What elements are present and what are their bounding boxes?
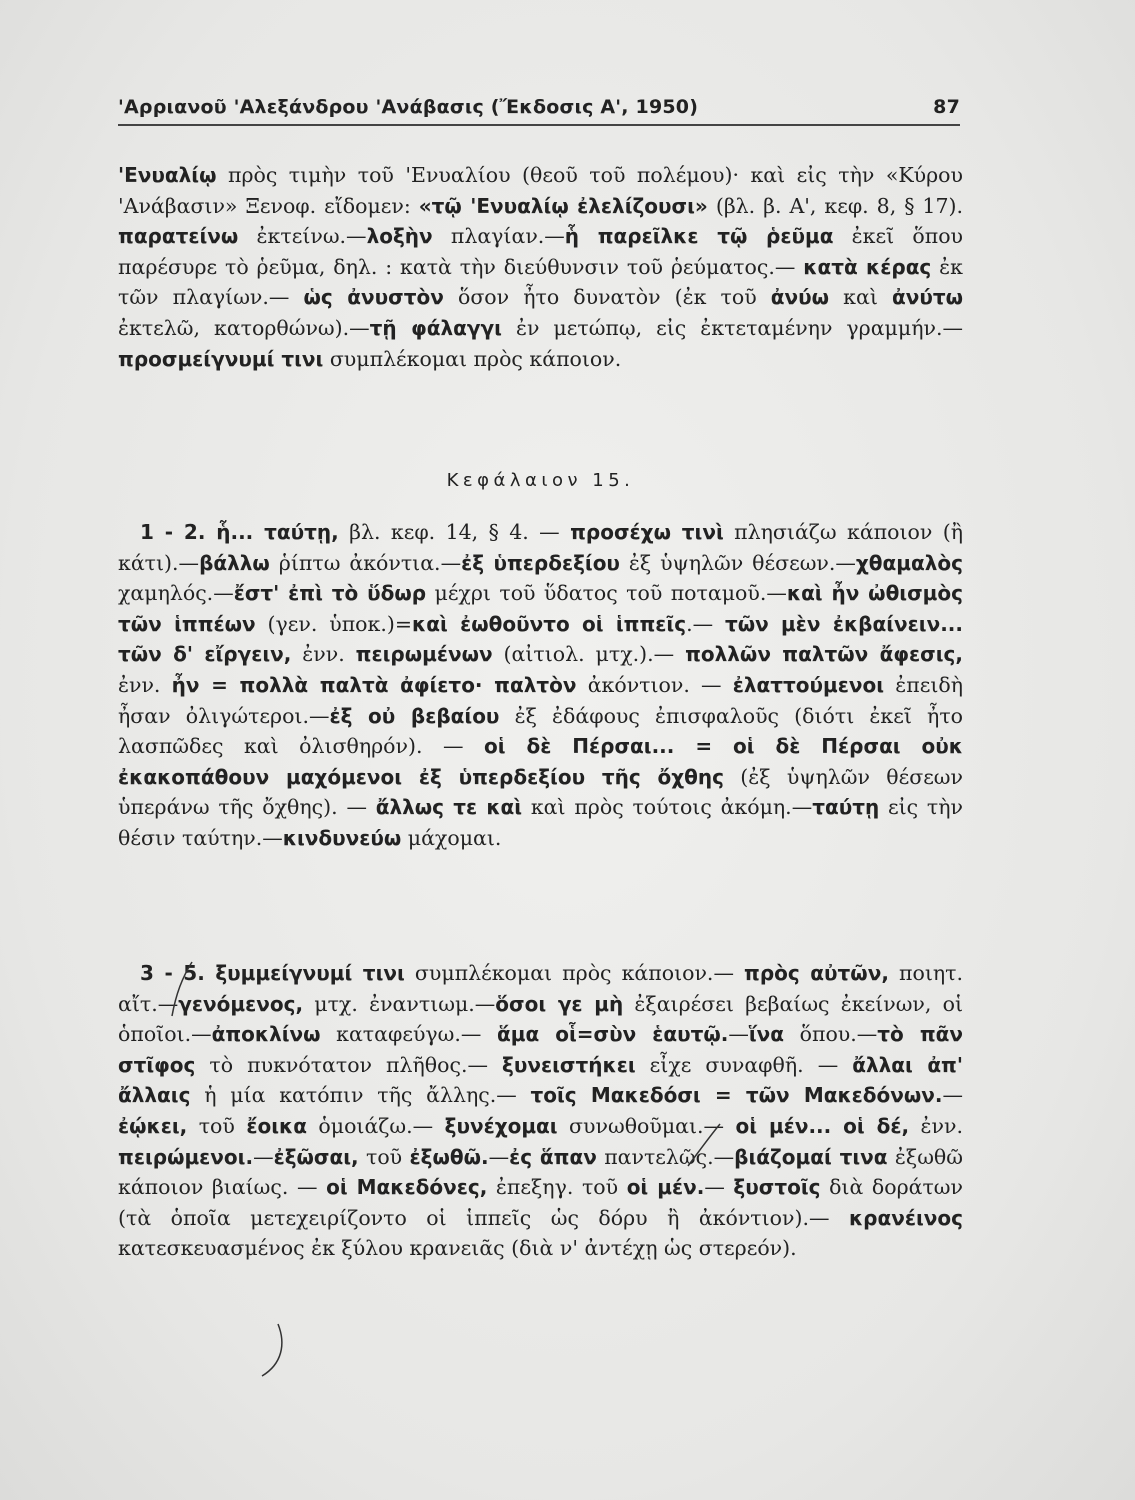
lemma: ἄλλαι ἀπ' ἄλλαις	[118, 1052, 964, 1108]
gloss: ὁμοιάζω.—	[306, 1113, 445, 1138]
lemma: χθαμαλὸς	[855, 550, 963, 575]
gloss: βλ. κεφ. 14, § 4. —	[338, 520, 571, 544]
gloss: εἰς τὴν θέσιν ταύτην.—	[118, 795, 963, 850]
lemma: οἱ δὲ Πέρσαι... = οἱ δὲ Πέρσαι οὐκ ἐκακοπάθουν μαχόμενοι ἐξ ὑπερδεξίου τῆς ὄχθης	[118, 734, 963, 789]
gloss: μέχρι τοῦ ὕδατος τοῦ ποταμοῦ.—	[426, 581, 787, 606]
gloss: συνωθοῦμαι.—	[557, 1113, 736, 1138]
lemma: ἐς ἅπαν	[509, 1144, 597, 1169]
lemma: ὡς ἀνυστὸν	[303, 285, 444, 310]
lemma: ἔστ' ἐπὶ τὸ ὕδωρ	[233, 581, 427, 606]
gloss: ἐνν.	[118, 672, 172, 697]
gloss: —	[253, 1144, 274, 1169]
section-1-2	[118, 517, 963, 854]
lemma: γενόμενος,	[178, 991, 304, 1016]
lemma: καὶ ἐωθοῦντο οἱ ἱππεῖς	[412, 611, 687, 636]
lemma: πειρωμένων	[355, 642, 493, 667]
gloss: —	[942, 1083, 964, 1108]
lemma: ἀποκλίνω	[211, 1022, 321, 1047]
lemma: λοξὴν	[366, 224, 433, 249]
running-header-title: 'Αρριανοῦ 'Αλεξάνδρου 'Ανάβασις (Ἔκδοσις Α', 1950)	[118, 96, 699, 118]
section-3-5	[118, 958, 963, 1264]
running-header	[118, 88, 960, 126]
lemma: οἱ μέν.	[626, 1175, 705, 1200]
intro-paragraph	[118, 160, 963, 374]
lemma: ξυνειστήκει	[502, 1052, 636, 1077]
lemma: προσέχω τινὶ	[570, 520, 724, 544]
gloss: χαμηλός.—	[118, 581, 234, 606]
gloss: ἐν μετώπῳ, εἰς ἐκτεταμένην γραμμήν.—	[501, 315, 963, 340]
gloss: ἐκεῖ ὅπου παρέσυρε τὸ ῥεῦμα, δηλ. : κατὰ τὴν διεύθυνσιν τοῦ ῥεύματος.—	[118, 224, 963, 279]
gloss: καὶ	[829, 285, 892, 310]
lemma: βιάζομαί τινα	[734, 1144, 888, 1169]
lemma: 3 - 5. ξυμμείγνυμί τινι	[140, 961, 405, 985]
gloss: ἐξ ἐδάφους ἐπισφαλοῦς (διότι ἐκεῖ ἦτο λασπῶδες καὶ ὀλισθηρόν). —	[118, 703, 964, 759]
lemma: οἱ Μακεδόνες,	[326, 1175, 488, 1200]
lemma: τῇ φάλαγγι	[369, 315, 502, 340]
gloss: ἐνν.	[291, 642, 356, 667]
gloss: διὰ δοράτων (τὰ ὁποῖα μετεχειρίζοντο οἱ ἱππεῖς ὡς δόρυ ἢ ἀκόντιον).—	[118, 1175, 963, 1230]
gloss: —	[728, 1022, 749, 1047]
gloss: κατεσκευασμένος ἐκ ξύλου κρανειᾶς (διὰ ν' ἀντέχῃ ὡς στερεόν).	[118, 1236, 797, 1261]
gloss: ἐνν.	[909, 1113, 963, 1138]
intro-text	[118, 160, 963, 374]
gloss: μάχομαι.	[401, 825, 502, 850]
gloss: ἐκτελῶ, κατορθώνω).—	[118, 315, 370, 340]
pencil-mark-bottom	[248, 1320, 288, 1380]
lemma: 'Ενυαλίῳ	[118, 163, 217, 187]
lemma: «τῷ 'Ενυαλίῳ ἐλελίζουσι»	[418, 193, 708, 218]
gloss: συμπλέκομαι πρὸς κάποιον.—	[404, 961, 745, 985]
gloss: εἶχε συναφθῆ. —	[635, 1052, 853, 1077]
gloss: ἐξωθῶ κάποιον βιαίως. —	[118, 1144, 963, 1200]
lemma: ἔοικα	[246, 1113, 307, 1138]
gloss: καὶ πρὸς τούτοις ἀκόμη.—	[522, 795, 813, 820]
lemma: ἄλλως τε καὶ	[375, 795, 523, 820]
gloss: .—	[686, 611, 725, 636]
lemma: τοῖς Μακεδόσι = τῶν Μακεδόνων.	[530, 1083, 943, 1108]
gloss: ποιητ. αἴτ.—	[118, 961, 964, 1016]
gloss: μτχ. ἐναντιωμ.—	[303, 991, 496, 1016]
lemma: οἱ μέν... οἱ δέ,	[735, 1113, 910, 1138]
lemma: ἀνύω	[770, 285, 830, 310]
lemma: βάλλω	[199, 550, 270, 575]
lemma: πρὸς αὐτῶν,	[744, 961, 889, 985]
lemma: προσμείγνυμί τινι	[118, 346, 324, 371]
lemma: ἵνα	[748, 1022, 785, 1047]
gloss: παντελῶς.—	[596, 1144, 735, 1169]
chapter-heading: Κεφάλαιον 15.	[446, 470, 635, 491]
gloss: ἐκ τῶν πλαγίων.—	[118, 254, 963, 310]
lemma: τῶν μὲν ἐκβαίνειν... τῶν δ' εἴργειν,	[118, 611, 963, 667]
gloss: (βλ. β. Α', κεφ. 8, § 17).	[707, 193, 964, 218]
lemma: κρανέινος	[848, 1205, 963, 1230]
gloss: (αἰτιολ. μτχ.).—	[492, 642, 686, 667]
gloss: —	[704, 1175, 734, 1200]
gloss: ἐπειδὴ ἦσαν ὀλιγώτεροι.—	[118, 672, 963, 728]
pencil-mark-left	[168, 958, 196, 1020]
gloss: ἡ μία κατόπιν τῆς ἄλλης.—	[190, 1083, 531, 1108]
section-3-5-text	[118, 958, 963, 1264]
lemma: ξυστοῖς	[733, 1175, 821, 1200]
gloss: —	[488, 1144, 510, 1169]
lemma: ἅμα οἷ=σὺν ἑαυτῷ.	[497, 1022, 729, 1047]
gloss: τοῦ	[358, 1144, 410, 1169]
lemma: ἦν = πολλὰ παλτὰ ἀφίετο· παλτὸν	[171, 672, 577, 697]
lemma: πολλῶν παλτῶν ἄφεσις,	[685, 642, 963, 667]
lemma: παρατείνω	[118, 224, 239, 249]
gloss: πρὸς τιμὴν τοῦ 'Ενυαλίου (θεοῦ τοῦ πολέμου)· καὶ εἰς τὴν «Κύρου 'Ανάβασιν» Ξενοφ. εἴδομεν:	[118, 163, 963, 218]
gloss: πλαγίαν.—	[432, 224, 565, 249]
gloss: ἐπεξηγ. τοῦ	[487, 1175, 627, 1200]
lemma: ἧ παρεῖλκε τῷ ῥεῦμα	[564, 224, 834, 249]
lemma: 1 - 2. ἧ... ταύτῃ,	[140, 520, 339, 544]
gloss: ἐξαιρέσει βεβαίως ἐκείνων, οἱ ὁποῖοι.—	[118, 991, 963, 1047]
gloss: ἐκτείνω.—	[238, 224, 367, 249]
gloss: ὅσον ἦτο δυνατὸν (ἐκ τοῦ	[443, 285, 771, 310]
gloss: ὅπου.—	[784, 1022, 878, 1047]
gloss: τοῦ	[187, 1113, 247, 1138]
gloss: (γεν. ὑποκ.)=	[255, 611, 413, 636]
lemma: κινδυνεύω	[282, 825, 402, 850]
page-number: 87	[933, 96, 960, 118]
lemma: ξυνέχομαι	[444, 1113, 558, 1138]
gloss: συμπλέκομαι πρὸς κάποιον.	[323, 346, 622, 371]
lemma: καὶ ἦν ὠθισμὸς τῶν ἱππέων	[118, 581, 963, 636]
gloss: τὸ πυκνότατον πλῆθος.—	[195, 1052, 503, 1077]
lemma: πειρώμενοι.	[118, 1144, 254, 1169]
lemma: τὸ πᾶν στῖφος	[118, 1022, 964, 1077]
lemma: ὅσοι γε μὴ	[495, 991, 624, 1016]
section-1-2-text	[118, 517, 963, 854]
gloss: ἀκόντιον. —	[576, 672, 733, 697]
gloss: ῥίπτω ἀκόντια.—	[269, 550, 462, 575]
lemma: ἐλαττούμενοι	[732, 672, 885, 697]
lemma: ἐῴκει,	[118, 1113, 188, 1138]
lemma: ἐξῶσαι,	[273, 1144, 359, 1169]
gloss: (ἐξ ὑψηλῶν θέσεων ὑπεράνω τῆς ὄχθης). —	[118, 764, 963, 820]
gloss: πλησιάζω κάποιον (ἢ κάτι).—	[118, 520, 963, 575]
gloss: καταφεύγω.—	[320, 1022, 497, 1047]
lemma: ταύτῃ	[812, 795, 880, 820]
lemma: ἐξ οὐ βεβαίου	[329, 703, 500, 728]
lemma: ἐξωθῶ.	[409, 1144, 489, 1169]
pencil-mark-middle	[684, 1120, 724, 1170]
gloss: ἐξ ὑψηλῶν θέσεων.—	[619, 550, 856, 575]
lemma: κατὰ κέρας	[803, 254, 932, 279]
lemma: ἐξ ὑπερδεξίου	[461, 550, 620, 575]
lemma: ἀνύτω	[891, 285, 963, 310]
